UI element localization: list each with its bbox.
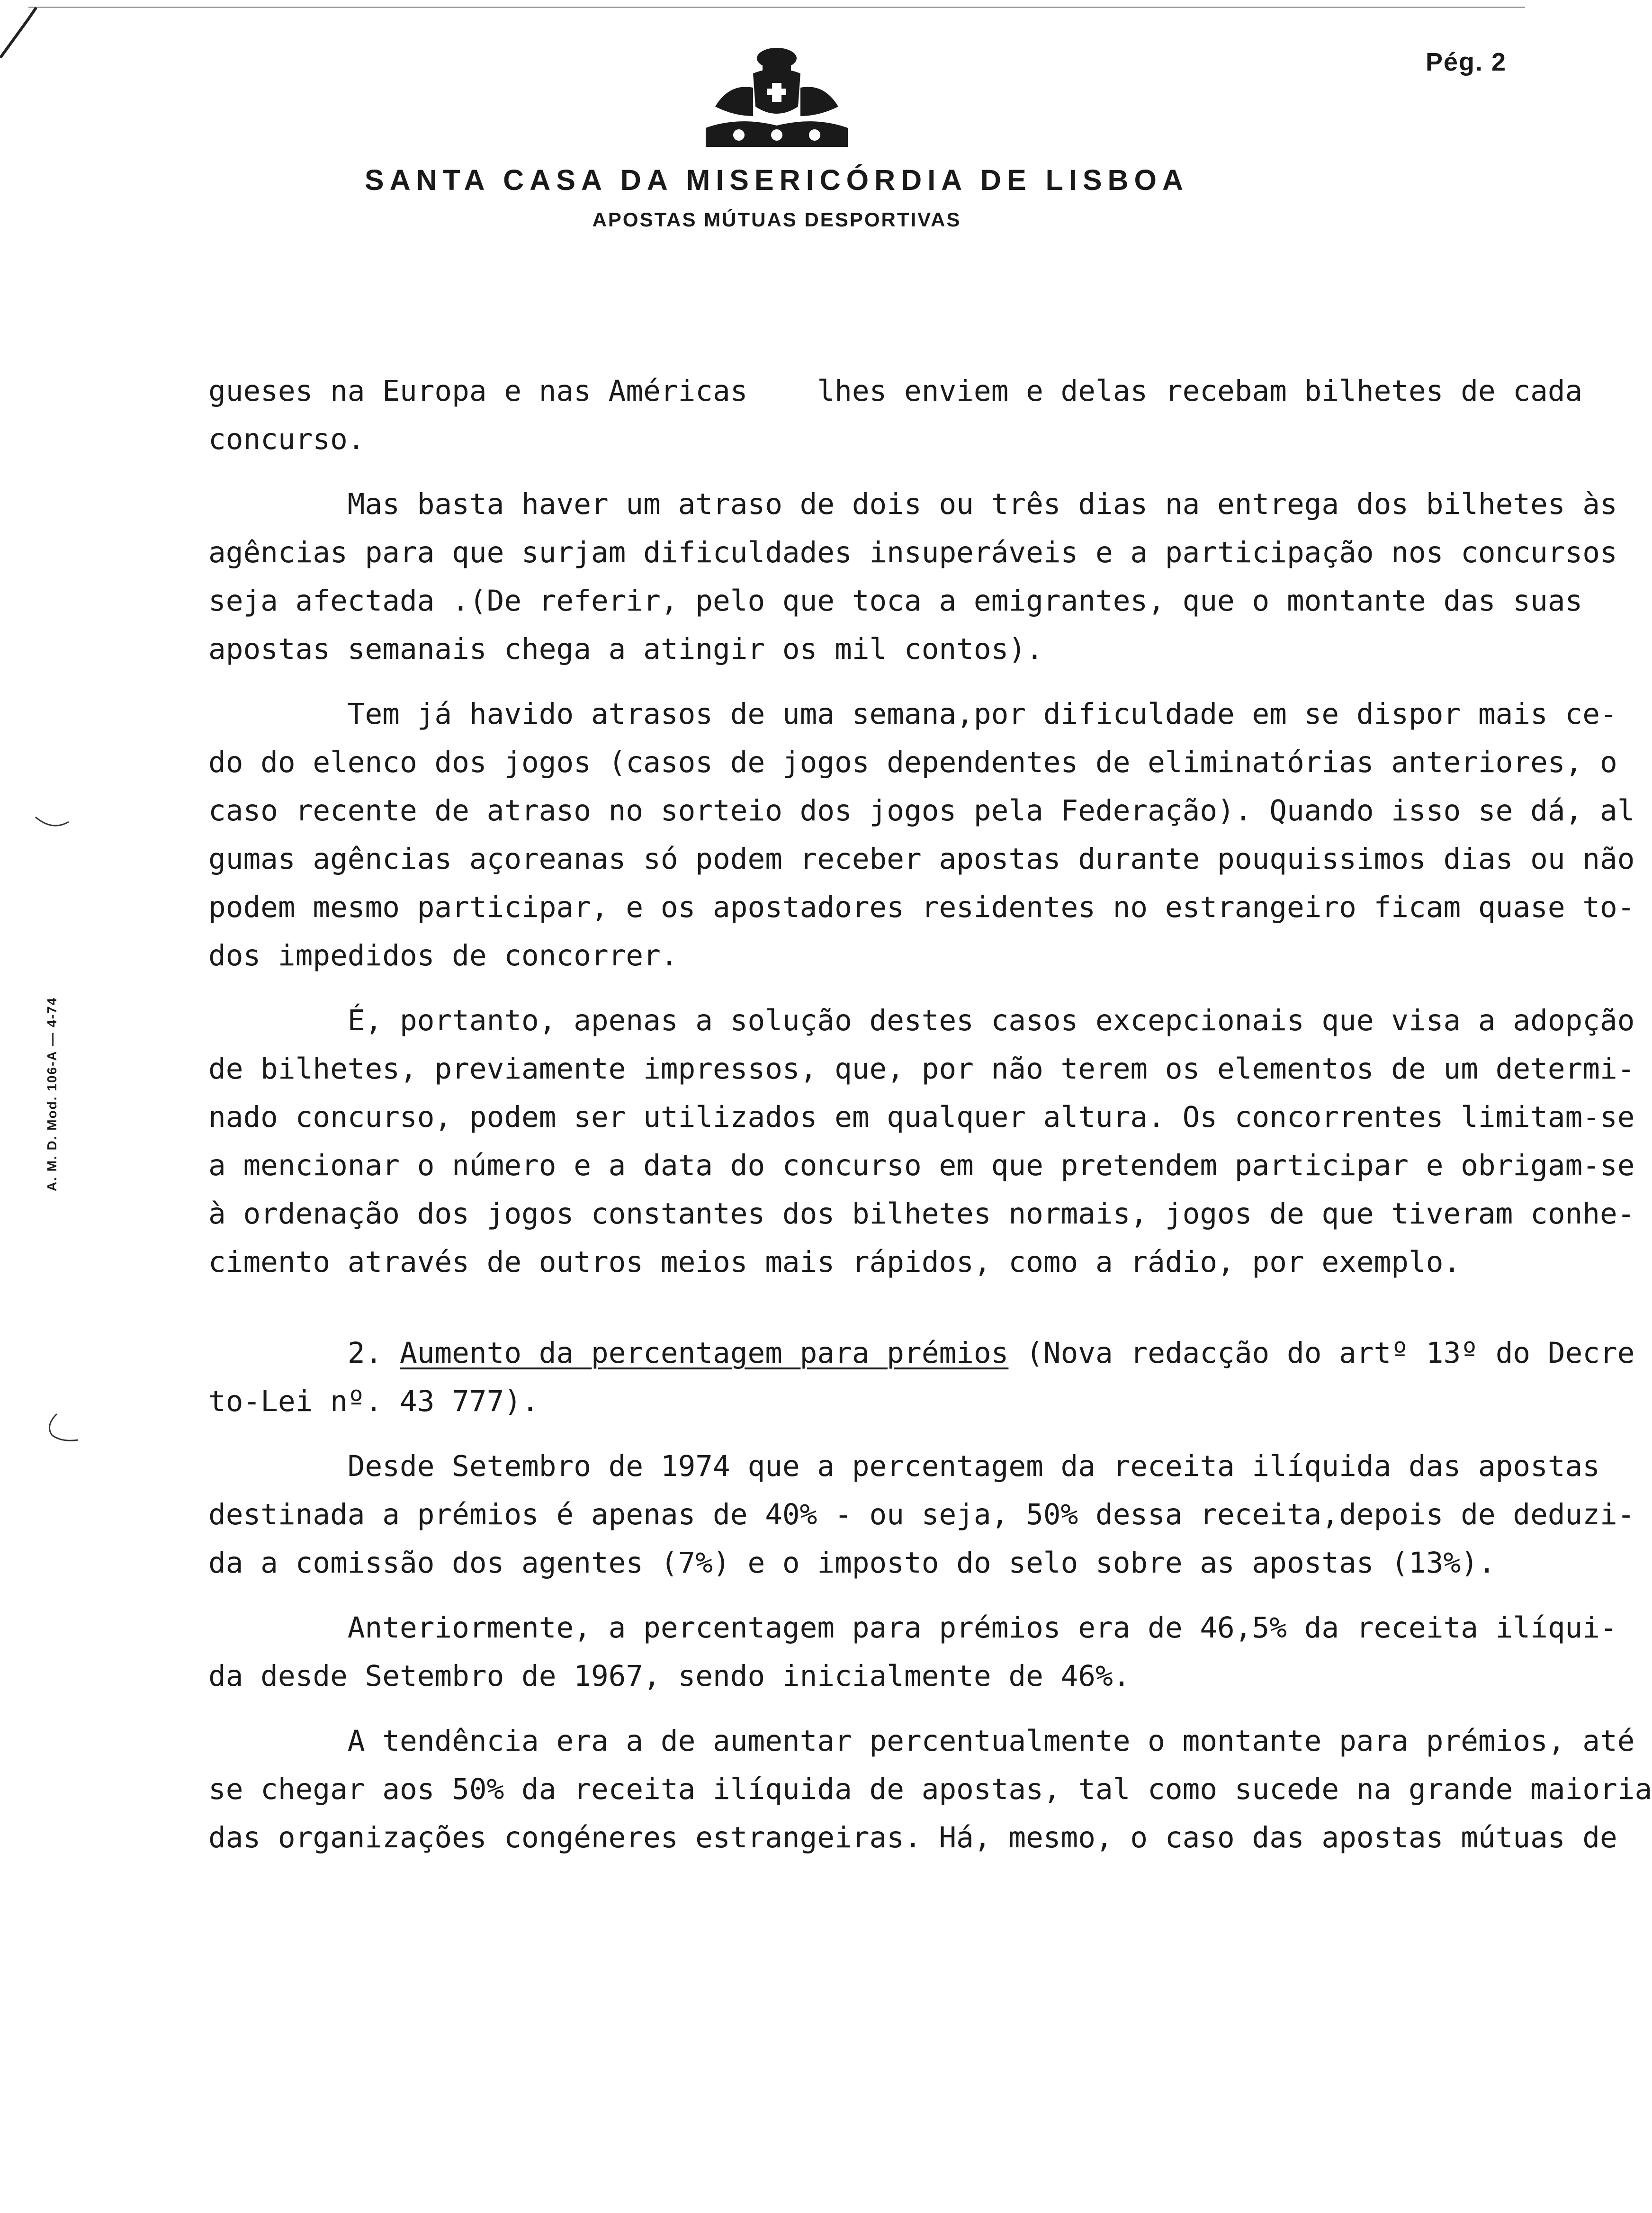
text-line: apostas semanais chega a atingir os mil contos). [208,632,1043,666]
text-line: to-Lei nº. 43 777). [208,1385,539,1418]
indent [208,1336,348,1370]
text-line: gueses na Europa e nas Américas lhes enviem e delas recebam bilhetes de cada [208,374,1583,408]
text-line: agências para que surjam dificuldades insuperáveis e a participação nos concursos [208,536,1617,569]
text-line: destinada a prémios é apenas de 40% - ou seja, 50% dessa receita,depois de deduzi- [208,1498,1635,1531]
scan-edge-rule [28,7,1525,8]
text-line: da a comissão dos agentes (7%) e o imposto do selo sobre as apostas (13%). [208,1546,1496,1580]
text-line: de bilhetes, previamente impressos, que, por não terem os elementos de um determi- [208,1052,1635,1086]
text-line: caso recente de atraso no sorteio dos jogos pela Federação). Quando isso se dá, al [208,794,1635,828]
section-heading-rest: (Nova redacção do artº 13º do Decre [1008,1336,1635,1370]
text-line: É, portanto, apenas a solução destes casos excepcionais que visa a adopção [208,1004,1635,1037]
paragraph [208,690,1635,980]
text-line: concurso. [208,423,365,456]
paragraph [208,367,1583,464]
text-line: podem mesmo participar, e os apostadores residentes no estrangeiro ficam quase to- [208,891,1635,924]
page-number: Pég. 2 [1426,48,1507,76]
text-line: A tendência era a de aumentar percentualmente o montante para prémios, até [208,1724,1635,1758]
text-line: gumas agências açoreanas só podem receber apostas durante pouquissimos dias ou não [208,842,1635,876]
paragraph [208,1717,1652,1862]
section-2 [208,1329,1635,1426]
text-line: cimento através de outros meios mais rápidos, como a rádio, por exemplo. [208,1245,1461,1279]
side-form-stamp [33,962,71,1227]
text-line: a mencionar o número e a data do concurso em que pretendem participar e obrigam-se [208,1149,1635,1182]
text-line: nado concurso, podem ser utilizados em qualquer altura. Os concorrentes limitam-se [208,1100,1635,1134]
text-line: Desde Setembro de 1974 que a percentagem da receita ilíquida das apostas [208,1449,1600,1483]
text-line: das organizações congéneres estrangeiras. Há, mesmo, o caso das apostas mútuas de [208,1821,1617,1854]
coat-of-arms-crest-icon [696,45,857,147]
text-line: dos impedidos de concorrer. [208,939,678,972]
corner-pen-mark [0,0,57,71]
organization-name: SANTA CASA DA MISERICÓRDIA DE LISBOA [364,164,1189,196]
margin-fold-mark [33,815,71,834]
paragraph [208,1604,1617,1700]
margin-fold-mark [43,1412,81,1445]
document-body [208,367,1652,1862]
text-line: da desde Setembro de 1967, sendo inicialmente de 46%. [208,1659,1131,1693]
section-number: 2. [347,1336,400,1370]
paragraph [208,997,1635,1286]
text-line: se chegar aos 50% da receita ilíquida de apostas, tal como sucede na grande maioria [208,1772,1652,1806]
paragraph [208,1442,1635,1587]
text-line: à ordenação dos jogos constantes dos bilhetes normais, jogos de que tiveram conhe- [208,1197,1635,1231]
text-line: Tem já havido atrasos de uma semana,por dificuldade em se dispor mais ce- [208,697,1617,731]
section-heading-line [208,1329,1635,1377]
paragraph [208,480,1617,674]
section-heading: Aumento da percentagem para prémios [400,1336,1009,1370]
text-line: Mas basta haver um atraso de dois ou três dias na entrega dos bilhetes às [208,487,1617,521]
department-name: APOSTAS MÚTUAS DESPORTIVAS [592,208,961,231]
side-form-stamp-text: A. M. D. Mod. 106-A — 4-74 [45,997,59,1192]
text-line: seja afectada .(De referir, pelo que toca a emigrantes, que o montante das suas [208,584,1583,618]
text-line: Anteriormente, a percentagem para prémios era de 46,5% da receita ilíqui- [208,1611,1617,1645]
text-line: do do elenco dos jogos (casos de jogos dependentes de eliminatórias anteriores, o [208,746,1617,779]
